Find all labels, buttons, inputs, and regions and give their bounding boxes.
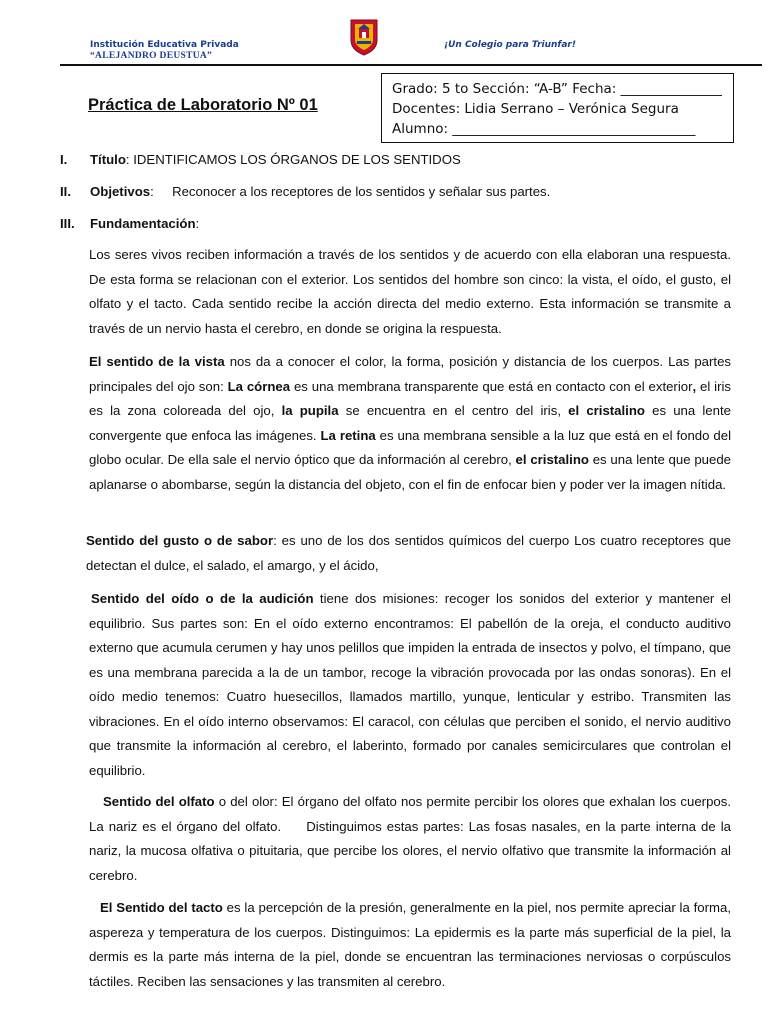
student-info-box [381,73,734,143]
section-text: : IDENTIFICAMOS LOS ÓRGANOS DE LOS SENTIDOS [125,152,461,167]
body-text: se encuentra en el centro del iris, [338,403,569,418]
body-text: el iris es la zona coloreada del ojo, [89,378,731,418]
bold-term: el cristalino [515,452,589,467]
teachers-line: Docentes: Lidia Serrano – Verónica Segura [392,101,679,117]
sight-paragraph [89,350,731,497]
section-objectives [60,183,550,201]
intro-paragraph: Los seres vivos reciben información a través de los sentidos y de acuerdo con ella elaboran una respuesta. De esta forma se relacionan con el exterior. Los sentidos del hombre son cinco: la vista, el oído, el gusto, el olfato y el tacto. Cada sentido recibe la acción directa del medio externo. Esta información se transmite a través de un nervio hasta el cerebro, en donde se origina la respuesta. [89,247,731,336]
bold-term: el cristalino [568,403,645,418]
section-text: : Reconocer a los receptores de los sentidos y señalar sus partes. [150,184,551,199]
touch-paragraph [89,896,731,994]
bold-term: Sentido del gusto o de sabor [86,533,274,548]
section-title [60,151,461,169]
body-text: nos da a conocer el color, la forma, posición y distancia de los cuerpos. Las partes principales del ojo son: [89,354,732,394]
section-label: Fundamentación [90,216,196,231]
bold-term: El sentido de la vista [89,354,225,369]
school-crest-icon [349,18,379,56]
body-text: : es uno de los dos sentidos químicos del cuerpo Los cuatro receptores que detectan el dulce, el salado, el amargo, y el ácido, [86,533,731,573]
page-title: Práctica de Laboratorio Nº 01 [88,96,318,114]
bold-term: la pupila [281,403,339,418]
grade-section-date: Grado: 5 to Sección: “A-B” Fecha: _______________ [392,81,722,97]
bold-term: El Sentido del tacto [100,900,223,915]
section-label: Título [90,152,126,167]
header-divider [60,64,762,66]
taste-paragraph [86,529,731,578]
section-foundation [60,215,199,233]
section-number: I. [60,152,68,167]
institution-header [90,40,239,62]
body-text: o del olor: El órgano del olfato nos permite percibir los olores que exhalan los cuerpos. La nariz es el órgano del olfato. Distinguimos estas partes: Las fosas nasales, en la parte interna de la nariz, la mucosa olfativa o pituitaria, que percibe los olores, el nervio olfativo que transmite la información al cerebro. [89,794,735,883]
body-text: es una membrana sensible a la luz que está en el fondo del globo ocular. De ella sale el nervio óptico que da información al cerebro, [89,427,731,467]
school-motto: ¡Un Colegio para Triunfar! [444,40,576,50]
bold-term: Sentido del oído o de la audición [91,591,314,606]
institution-name: “ALEJANDRO DEUSTUA” [90,51,213,61]
bold-term: La retina [320,427,376,443]
smell-paragraph [89,790,735,888]
section-text: : [195,216,200,231]
bold-term: , [692,378,697,394]
section-number: III. [60,216,75,231]
section-number: II. [60,184,71,199]
body-text: es la percepción de la presión, generalmente en la piel, nos permite apreciar la forma, aspereza y temperatura de los cuerpos. Distinguimos: La epidermis es la parte más superficial de la piel, la dermis es la parte más interna de la piel, donde se encuentran las terminaciones nerviosas o corpúsculos táctiles. Reciben las sensaciones y las transmiten al cerebro. [89,900,731,989]
body-text: es una lente que puede aplanarse o abombarse, según la distancia del objeto, con el fin de enfocar bien y poder ver la imagen nítida. [89,452,731,492]
body-text: tiene dos misiones: recoger los sonidos del exterior y mantener el equilibrio. Sus partes son: En el oído externo encontramos: El pabellón de la oreja, el conducto auditivo externo que acumula cerumen y hay unos pelillos que impiden la entrada de insectos y polvo, el tímpano, que es una membrana parecida a la de un tambor, recoge la vibración provocada por las ondas sonoras). En el oído medio tenemos: Cuatro huesecillos, llamados martillo, yunque, lenticular y estribo. Transmiten las vibraciones. En el oído interno observamos: El caracol, con células que perciben el sonido, el nervio auditivo que transmite la información al cerebro, el laberinto, formado por canales semicirculares que controlan el equilibrio. [89,591,731,778]
hearing-paragraph [89,587,731,783]
bold-term: Sentido del olfato [103,794,215,809]
bold-term: La córnea [227,378,291,394]
body-text: es una membrana transparente que está en contacto con el exterior [290,378,693,394]
body-text: es una lente convergente que enfoca las imágenes. [89,403,731,443]
section-label: Objetivos [90,184,151,199]
institution-type: Institución Educativa Privada [90,40,239,50]
student-name-line: Alumno: ____________________________________ [392,121,696,137]
